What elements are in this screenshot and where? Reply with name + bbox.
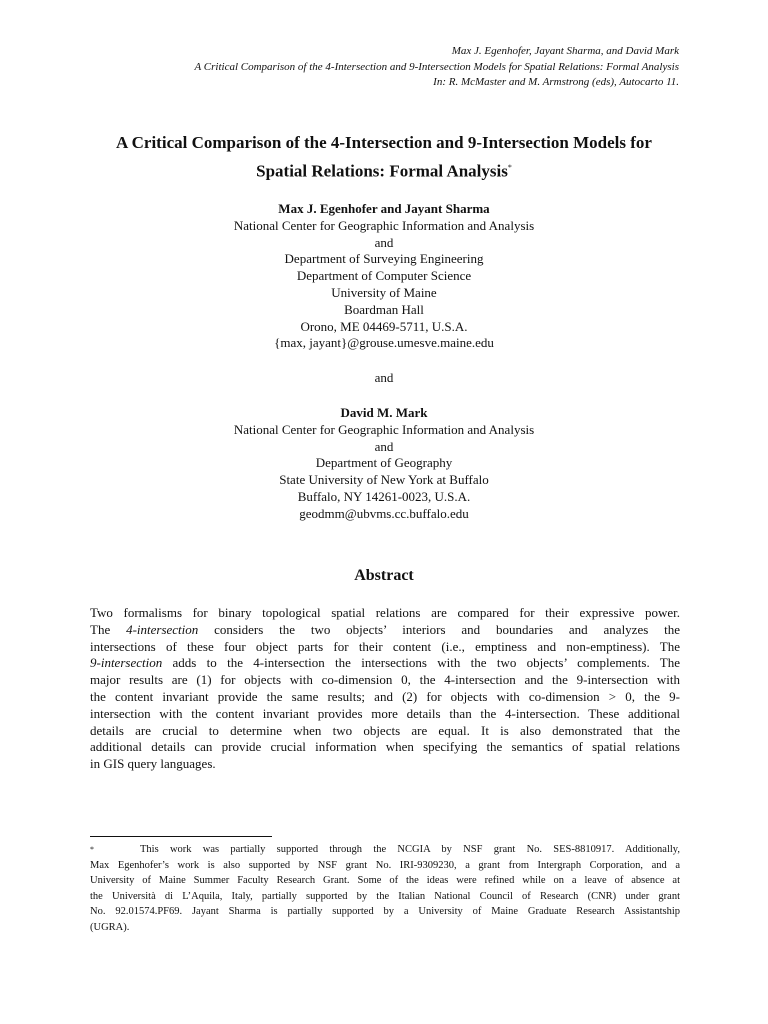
footnote-divider	[90, 836, 272, 837]
abstract-line	[90, 622, 680, 639]
affiliation-block-1	[90, 201, 678, 352]
footnote-line	[90, 842, 680, 858]
footnote-text: This work was partially supported through the NCGIA by NSF grant No. SES-8810917. Additionally,	[140, 844, 680, 855]
affiliation-line: and	[374, 438, 394, 454]
abstract-body	[90, 605, 680, 773]
affiliation-line: State University of New York at Buffalo	[279, 472, 489, 488]
affiliation-line: University of Maine	[331, 284, 437, 300]
abstract-heading: Abstract	[354, 567, 414, 584]
affiliation-line: Buffalo, NY 14261-0023, U.S.A.	[297, 488, 471, 504]
title-footnote-mark: *	[507, 163, 512, 172]
header-authors: Max J. Egenhofer, Jayant Sharma, and David Mark	[451, 45, 679, 57]
author-separator: and	[374, 370, 394, 385]
abstract-text: adds to the 4-intersection the intersections with the two objects’ complements. The	[172, 655, 681, 671]
footnote-line: Max Egenhofer’s work is also supported by NSF grant No. IRI-9309230, a grant from Intergraph Corporation, and a	[90, 859, 680, 871]
abstract-line: major results are (1) for objects with co-dimension 0, the 4-intersection and the 9-intersection with	[90, 672, 680, 688]
abstract-line: intersections of these four object parts for their content (i.e., emptiness and non-emptiness). The	[90, 638, 680, 654]
affiliation-line: Orono, ME 04469-5711, U.S.A.	[300, 318, 468, 334]
footnote-mark: *	[90, 845, 94, 854]
affiliation-line: National Center for Geographic Information and Analysis	[233, 217, 535, 233]
authors-1: Max J. Egenhofer and Jayant Sharma	[278, 201, 490, 216]
abstract-line: details are crucial to determine when two objects are equal. It is also demonstrated that the	[90, 722, 680, 738]
email-line: {max, jayant}@grouse.umesve.maine.edu	[274, 335, 494, 351]
footnote	[90, 842, 680, 935]
affiliation-line: Department of Computer Science	[296, 268, 472, 284]
abstract-line: in GIS query languages.	[90, 756, 216, 772]
abstract-line: Two formalisms for binary topological spatial relations are compared for their expressive power.	[90, 605, 680, 620]
affiliation-line: Department of Surveying Engineering	[284, 251, 484, 267]
abstract-line: the content invariant provide the same results; and (2) for objects with co-dimension > 0, the 9-	[90, 688, 680, 704]
abstract-line	[90, 655, 680, 672]
affiliation-line: Department of Geography	[315, 455, 453, 471]
affiliation-line: National Center for Geographic Information and Analysis	[233, 421, 535, 437]
authors-2: David M. Mark	[340, 405, 428, 420]
footnote-line: (UGRA).	[90, 921, 130, 933]
footnote-line: the Università di L’Aquila, Italy, partially supported by the Italian National Council of Research (CNR) under grant	[90, 890, 680, 902]
email-line: geodmm@ubvms.cc.buffalo.edu	[299, 505, 469, 521]
abstract-line: intersection with the content invariant provides more details than the 4-intersection. These additional	[90, 705, 680, 721]
title-line-1: A Critical Comparison of the 4-Intersection and 9-Intersection Models for	[116, 133, 652, 152]
abstract-text: The	[90, 621, 111, 637]
running-header	[195, 44, 679, 91]
term-9-intersection: 9-intersection	[90, 655, 163, 671]
title-line-2	[70, 155, 698, 184]
header-source: In: R. McMaster and M. Armstrong (eds), Autocarto 11.	[433, 76, 679, 88]
title-line-2-text: Spatial Relations: Formal Analysis	[256, 161, 508, 181]
term-4-intersection: 4-intersection	[126, 621, 199, 637]
affiliation-block-2	[90, 405, 678, 523]
affiliation-line: and	[374, 234, 394, 250]
abstract-line: additional details can provide crucial information when specifying the semantics of spatial relations	[90, 739, 680, 755]
header-title: A Critical Comparison of the 4-Intersection and 9-Intersection Models for Spatial Relations: Formal Analysis	[194, 60, 679, 73]
abstract-text: considers the two objects’ interiors and boundaries and analyzes the	[214, 621, 681, 637]
footnote-line: University of Maine Summer Faculty Research Grant. Some of the ideas were refined while on a leave of absence at	[90, 875, 680, 886]
paper-title	[70, 130, 698, 184]
affiliation-line: Boardman Hall	[344, 301, 424, 317]
footnote-line: No. 92.01574.PF69. Jayant Sharma is partially supported by a University of Maine Graduate Research Assistantship	[90, 906, 680, 917]
